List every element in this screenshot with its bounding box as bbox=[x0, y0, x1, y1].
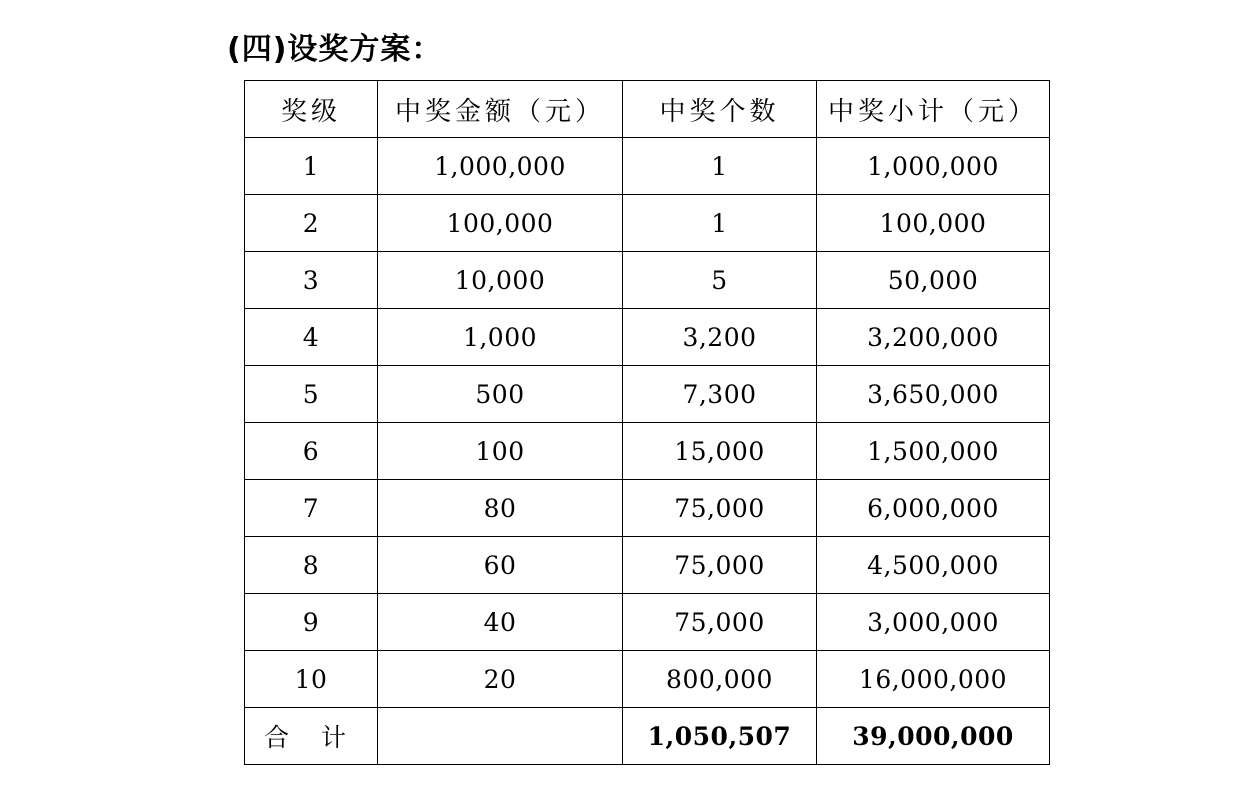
header-prize-subtotal: 中奖小计（元） bbox=[817, 81, 1050, 138]
table-row bbox=[245, 366, 1050, 423]
table-row bbox=[245, 309, 1050, 366]
cell-winner-count: 1 bbox=[623, 195, 817, 252]
cell-prize-amount: 500 bbox=[378, 366, 623, 423]
prize-table bbox=[244, 80, 1050, 765]
cell-prize-subtotal: 3,200,000 bbox=[817, 309, 1050, 366]
table-row bbox=[245, 252, 1050, 309]
cell-prize-amount: 60 bbox=[378, 537, 623, 594]
table-row bbox=[245, 651, 1050, 708]
cell-prize-subtotal: 4,500,000 bbox=[817, 537, 1050, 594]
cell-prize-level: 7 bbox=[245, 480, 378, 537]
cell-prize-subtotal: 1,500,000 bbox=[817, 423, 1050, 480]
cell-prize-subtotal: 3,000,000 bbox=[817, 594, 1050, 651]
table-row bbox=[245, 594, 1050, 651]
cell-prize-level: 3 bbox=[245, 252, 378, 309]
total-label: 合 计 bbox=[245, 708, 378, 765]
cell-prize-amount: 20 bbox=[378, 651, 623, 708]
cell-winner-count: 75,000 bbox=[623, 594, 817, 651]
header-prize-amount: 中奖金额（元） bbox=[378, 81, 623, 138]
cell-winner-count: 75,000 bbox=[623, 537, 817, 594]
table-row bbox=[245, 138, 1050, 195]
cell-winner-count: 15,000 bbox=[623, 423, 817, 480]
cell-prize-amount: 40 bbox=[378, 594, 623, 651]
cell-winner-count: 800,000 bbox=[623, 651, 817, 708]
cell-prize-amount: 80 bbox=[378, 480, 623, 537]
cell-winner-count: 75,000 bbox=[623, 480, 817, 537]
table-row bbox=[245, 537, 1050, 594]
cell-prize-subtotal: 50,000 bbox=[817, 252, 1050, 309]
cell-prize-subtotal: 3,650,000 bbox=[817, 366, 1050, 423]
header-prize-level: 奖级 bbox=[245, 81, 378, 138]
cell-prize-level: 6 bbox=[245, 423, 378, 480]
cell-prize-amount: 100 bbox=[378, 423, 623, 480]
table-row bbox=[245, 480, 1050, 537]
total-amount-cell bbox=[378, 708, 623, 765]
cell-prize-amount: 1,000 bbox=[378, 309, 623, 366]
cell-prize-amount: 10,000 bbox=[378, 252, 623, 309]
total-winner-count: 1,050,507 bbox=[623, 708, 817, 765]
total-row bbox=[245, 708, 1050, 765]
cell-prize-subtotal: 16,000,000 bbox=[817, 651, 1050, 708]
table-row bbox=[245, 195, 1050, 252]
cell-prize-amount: 1,000,000 bbox=[378, 138, 623, 195]
cell-prize-level: 10 bbox=[245, 651, 378, 708]
cell-winner-count: 3,200 bbox=[623, 309, 817, 366]
cell-prize-level: 8 bbox=[245, 537, 378, 594]
cell-prize-subtotal: 6,000,000 bbox=[817, 480, 1050, 537]
cell-winner-count: 5 bbox=[623, 252, 817, 309]
total-prize-subtotal: 39,000,000 bbox=[817, 708, 1050, 765]
table-header-row bbox=[245, 81, 1050, 138]
table-row bbox=[245, 423, 1050, 480]
cell-prize-level: 2 bbox=[245, 195, 378, 252]
section-heading: (四)设奖方案： bbox=[227, 32, 443, 67]
cell-prize-level: 9 bbox=[245, 594, 378, 651]
cell-prize-subtotal: 100,000 bbox=[817, 195, 1050, 252]
cell-winner-count: 7,300 bbox=[623, 366, 817, 423]
cell-prize-level: 5 bbox=[245, 366, 378, 423]
cell-prize-level: 4 bbox=[245, 309, 378, 366]
cell-winner-count: 1 bbox=[623, 138, 817, 195]
cell-prize-level: 1 bbox=[245, 138, 378, 195]
cell-prize-amount: 100,000 bbox=[378, 195, 623, 252]
cell-prize-subtotal: 1,000,000 bbox=[817, 138, 1050, 195]
header-winner-count: 中奖个数 bbox=[623, 81, 817, 138]
